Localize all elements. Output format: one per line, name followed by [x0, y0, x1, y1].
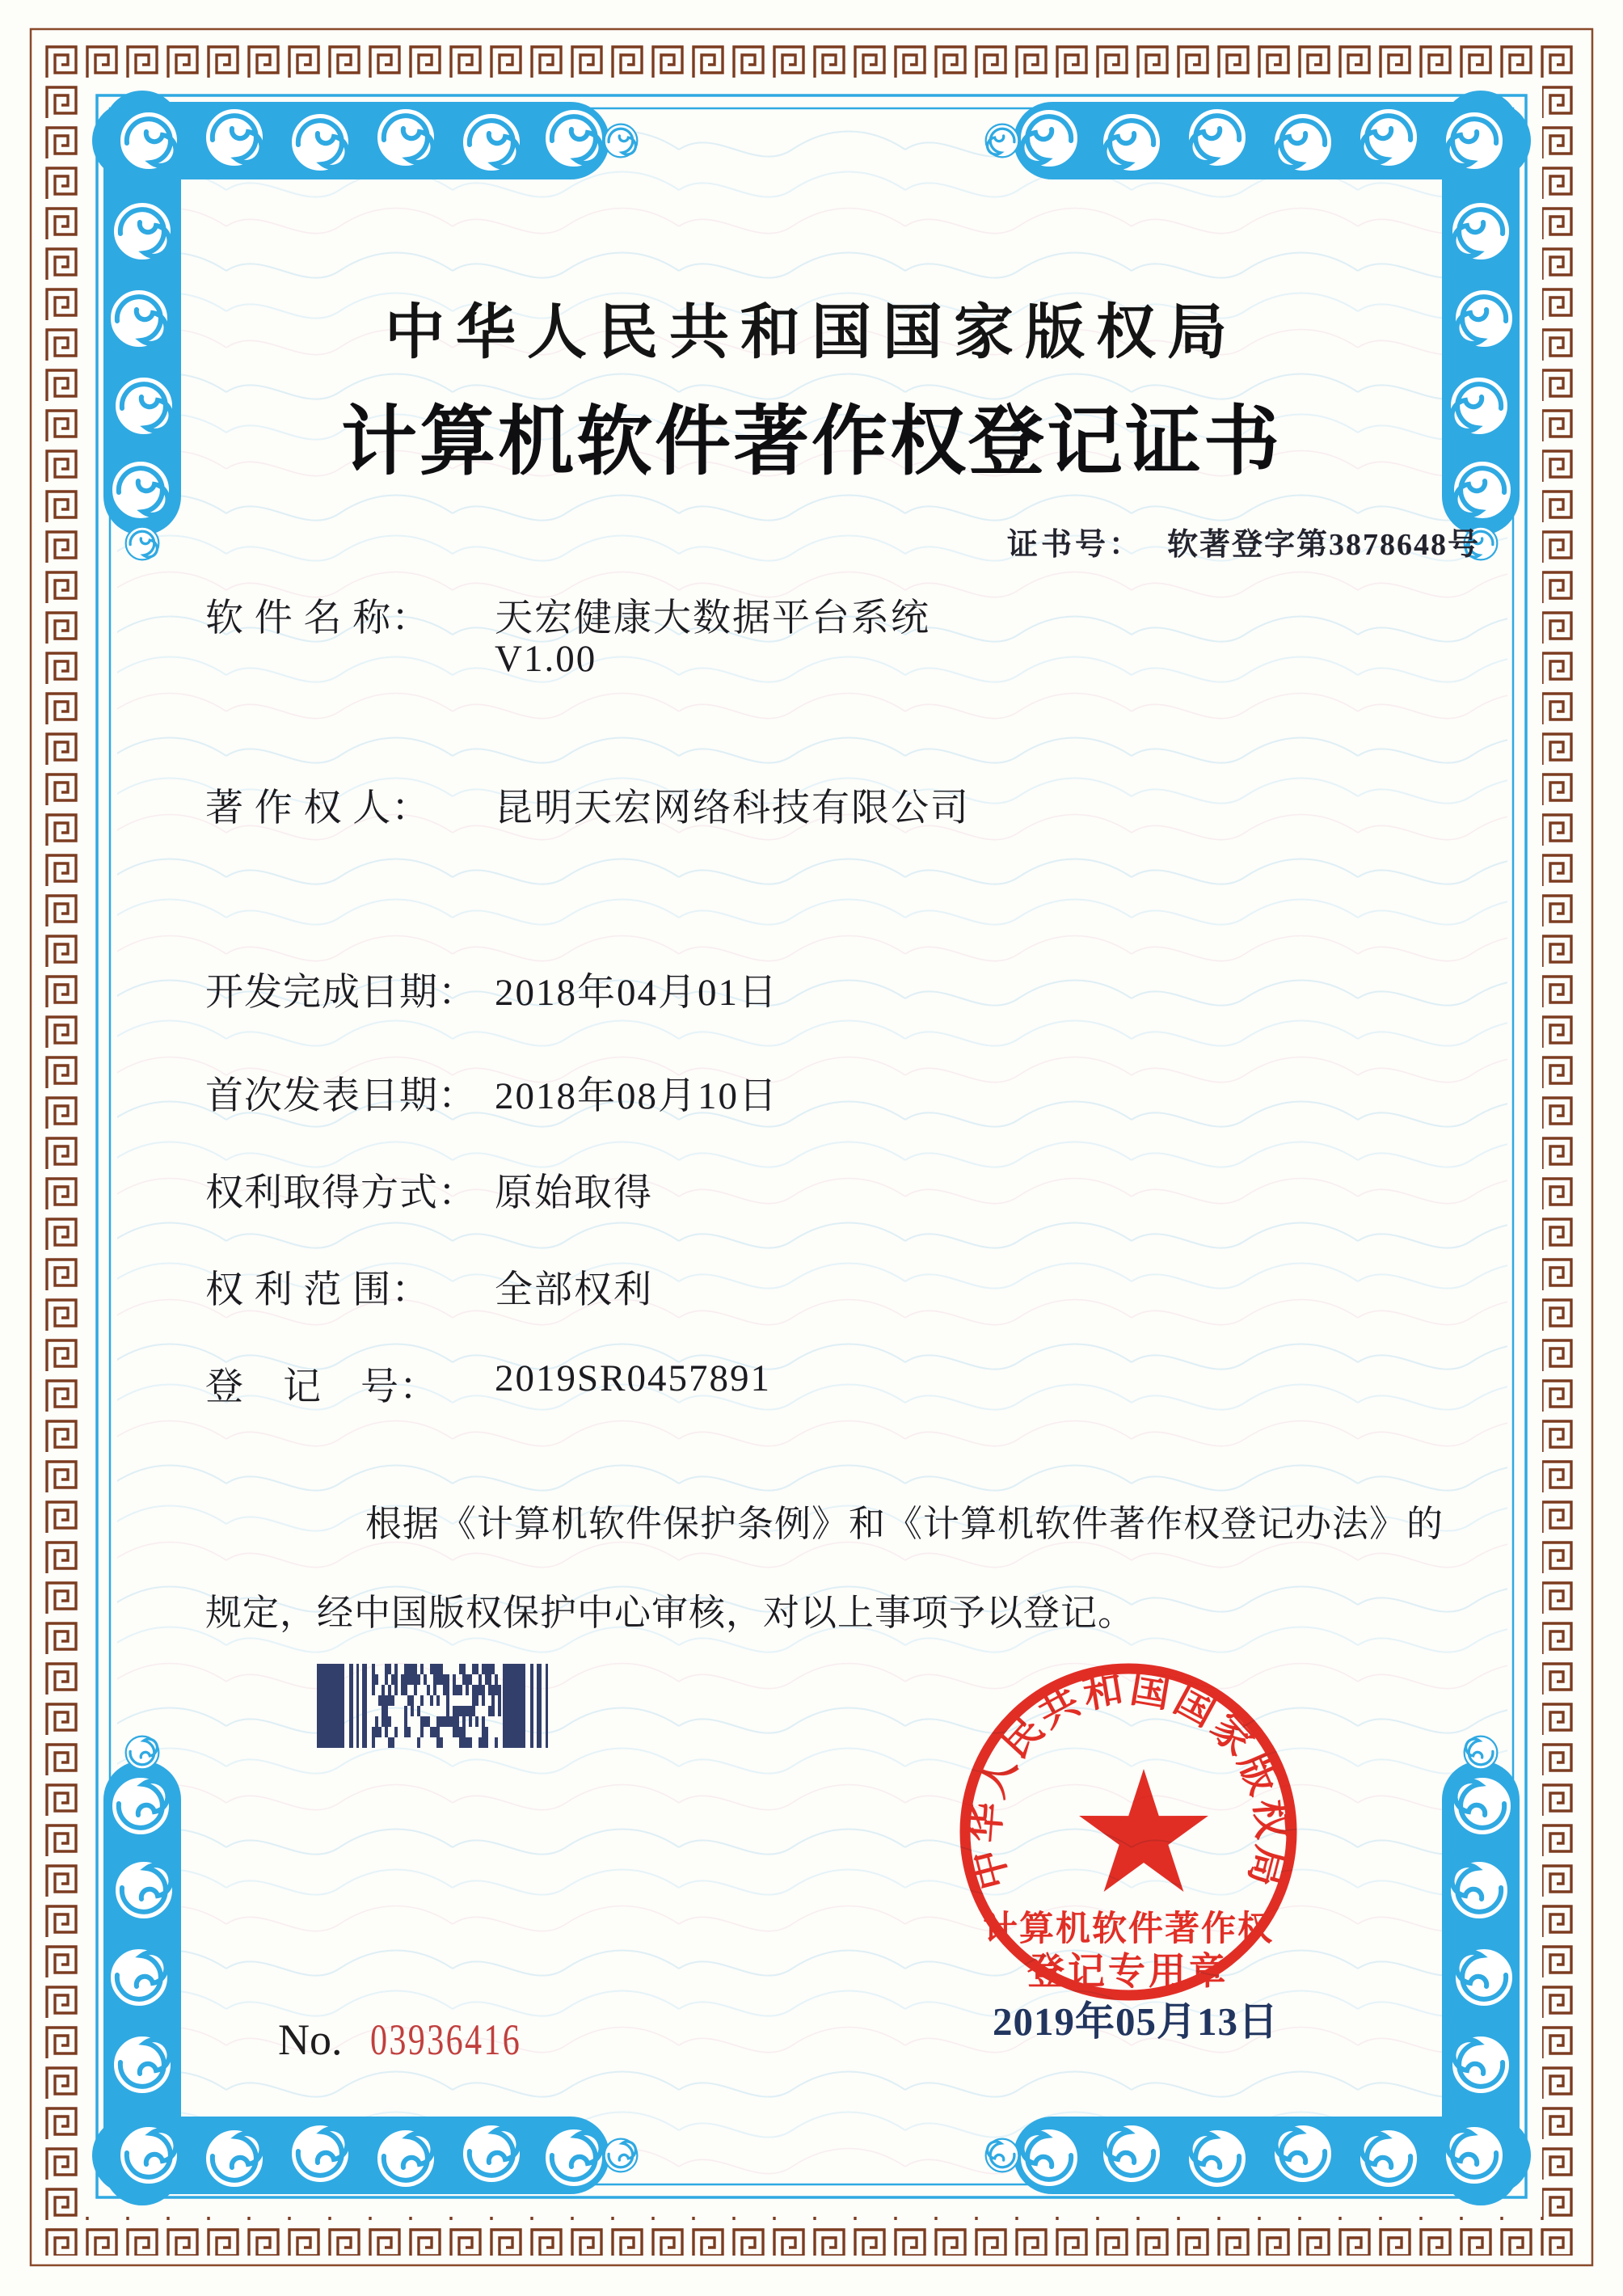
field-label-rights-scope: 权 利 范 围：	[205, 1269, 431, 1311]
field-value-registration-number: 2019SR0457891	[495, 1357, 771, 1399]
field-value-rights-scope: 全部权利	[495, 1269, 653, 1311]
field-value-first-publish-date: 2018年08月10日	[495, 1075, 778, 1117]
serial-number-line	[278, 2015, 564, 2065]
statement-line-1: 根据《计算机软件保护条例》和《计算机软件著作权登记办法》的	[365, 1504, 1444, 1544]
issuing-authority-title: 中华人民共和国国家版权局	[385, 300, 1238, 366]
issue-date: 2019年05月13日	[993, 1999, 1279, 2044]
field-value-copyright-owner: 昆明天宏网络科技有限公司	[495, 787, 970, 829]
certificate-number-value: 软著登字第3878648号	[1167, 528, 1481, 562]
official-seal	[954, 1649, 1317, 2013]
field-value-dev-complete-date: 2018年04月01日	[495, 972, 778, 1014]
barcode-svg	[317, 1664, 551, 1751]
field-label-dev-complete-date: 开发完成日期：	[205, 972, 477, 1014]
serial-number-value: 03936416	[369, 2015, 521, 2064]
seal-arc-text: 中华人民共和国国家版权局	[962, 1665, 1295, 1894]
statement-line-2: 规定，经中国版权保护中心审核，对以上事项予以登记。	[205, 1593, 1136, 1633]
field-value-acquire-method: 原始取得	[495, 1172, 653, 1214]
field-label-copyright-owner: 著 作 权 人：	[205, 787, 431, 829]
certificate-number-line	[1007, 519, 1480, 563]
seal-text-line-2: 登记专用章	[1027, 1951, 1229, 1992]
field-label-acquire-method: 权利取得方式：	[205, 1172, 477, 1214]
field-value-software-name: 天宏健康大数据平台系统	[495, 597, 930, 639]
seal-text-line-1: 计算机软件著作权	[983, 1910, 1274, 1948]
field-label-registration-number: 登 记 号：	[205, 1366, 438, 1408]
field-label-first-publish-date: 首次发表日期：	[205, 1075, 477, 1117]
certificate-title: 计算机软件著作权登记证书	[340, 400, 1282, 484]
field-label-software-name: 软 件 名 称：	[205, 597, 431, 639]
seal-star-icon	[1079, 1769, 1208, 1892]
certificate-number-label: 证书号：	[1007, 528, 1144, 562]
serial-number-label: No.	[278, 2015, 343, 2064]
field-value-software-version: V1.00	[495, 638, 597, 680]
